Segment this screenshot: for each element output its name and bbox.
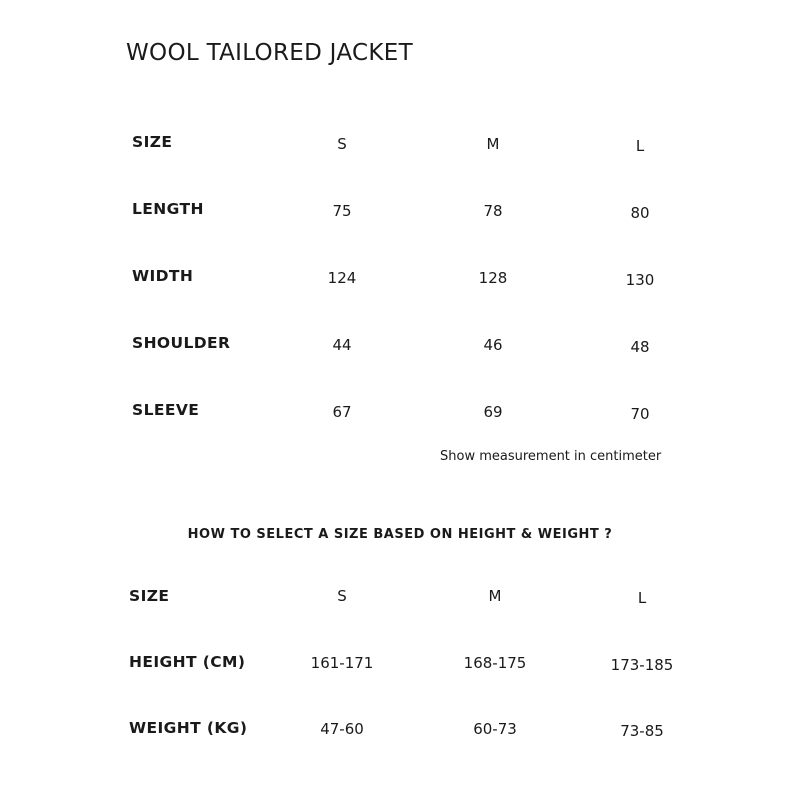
width-m-value: 128	[478, 269, 508, 287]
guide-size-header-label: SIZE	[129, 587, 170, 605]
sleeve-s-value: 67	[332, 403, 352, 421]
row-label-length: LENGTH	[132, 200, 204, 218]
shoulder-s-value: 44	[332, 336, 352, 354]
sleeve-l-value: 70	[630, 405, 650, 423]
page-title: WOOL TAILORED JACKET	[126, 40, 413, 66]
guide-size-m-header: M	[488, 587, 502, 605]
row-label-height: HEIGHT (CM)	[129, 653, 246, 671]
length-m-value: 78	[483, 202, 503, 220]
height-m-value: 168-175	[463, 654, 527, 672]
unit-note: Show measurement in centimeter	[440, 449, 662, 464]
length-l-value: 80	[630, 204, 650, 222]
size-header-label: SIZE	[132, 133, 173, 151]
height-s-value: 161-171	[310, 654, 374, 672]
row-label-shoulder: SHOULDER	[132, 334, 231, 352]
width-l-value: 130	[625, 271, 655, 289]
length-s-value: 75	[332, 202, 352, 220]
guide-size-s-header: S	[337, 587, 347, 605]
size-guide-heading: HOW TO SELECT A SIZE BASED ON HEIGHT & WEIGHT ?	[187, 527, 613, 542]
size-s-header: S	[337, 135, 347, 153]
row-label-weight: WEIGHT (KG)	[129, 719, 248, 737]
shoulder-m-value: 46	[483, 336, 503, 354]
size-l-header: L	[635, 137, 645, 155]
width-s-value: 124	[327, 269, 357, 287]
guide-size-l-header: L	[637, 589, 647, 607]
row-label-width: WIDTH	[132, 267, 194, 285]
sleeve-m-value: 69	[483, 403, 503, 421]
shoulder-l-value: 48	[630, 338, 650, 356]
weight-s-value: 47-60	[320, 720, 364, 738]
weight-m-value: 60-73	[473, 720, 517, 738]
size-m-header: M	[486, 135, 500, 153]
weight-l-value: 73-85	[620, 722, 664, 740]
height-l-value: 173-185	[610, 656, 674, 674]
row-label-sleeve: SLEEVE	[132, 401, 200, 419]
